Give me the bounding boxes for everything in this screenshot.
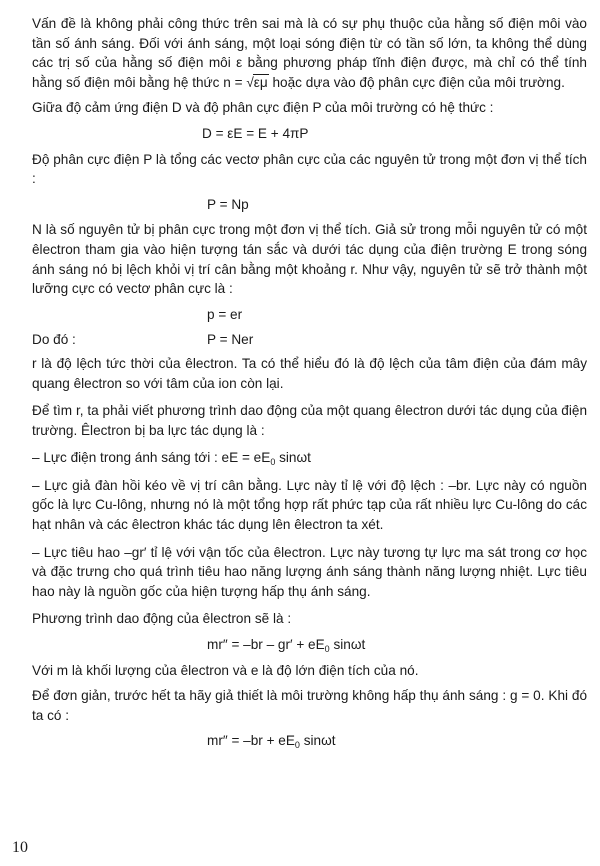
formula-p-er: p = er	[207, 306, 243, 322]
paragraph-mass-charge: Với m là khối lượng của êlectron và e là độ lớn điện tích của nó.	[32, 662, 419, 678]
paragraph-find-r: Để tìm r, ta phải viết phương trình dao động của một quang êlectron dưới tác dụng của điện trường. Êlectron bị ba lực tác dụng là :	[32, 403, 587, 438]
paragraph-dielectric-frequency: Vấn đề là không phải công thức trên sai mà là có sự phụ thuộc của hằng số điện môi vào tần số ánh sáng. Đối với ánh sáng, một loại sóng điện từ có tần số lớn, ta không thể dùng các trị số của hằng số điện môi ε bằng phương pháp tĩnh điện được, mà chỉ có thể tính hằng số điện môi bằng hệ thức n = √εμ hoặc dựa vào độ phân cực điện của môi trường.	[32, 14, 587, 92]
formula-motion-damped: $mr'' = -br - gr' + eE_0$ sinωt	[207, 637, 366, 655]
formula-P-Ner: P = Ner	[207, 332, 254, 348]
formula-row-therefore	[32, 330, 587, 350]
paragraph-polarization-definition: Độ phân cực điện P là tổng các vectơ phân cực của các nguyên tử trong một đơn vị thể tích :	[32, 151, 587, 187]
therefore-label: Do đó :	[32, 332, 76, 348]
paragraph-dipole: N là số nguyên tử bị phân cực trong một đơn vị thể tích. Giả sử trong mỗi nguyên tử có một êlectron tham gia vào hiện tượng tán sắc và dưới tác dụng của điện trường E trong sóng ánh sáng nó bị lệch khỏi vị trí cân bằng một khoảng r. Như vậy, nguyên tử sẽ trở thành một lưỡng cực có vectơ phân cực là :	[32, 222, 587, 297]
list-item-damping-force: – Lực tiêu hao –gr′ tỉ lệ với vận tốc của êlectron. Lực này tương tự lực ma sát trong cơ học và đặc trưng cho quá trình tiêu hao năng lượng ánh sáng thành năng lượng nhiệt. Lực tiêu hao này là nguồn gốc của hiện tượng hấp thụ ánh sáng.	[32, 544, 587, 599]
sqrt-symbol: √εμ	[246, 74, 268, 90]
formula-P-Np: P = Np	[207, 196, 249, 212]
formula-D: D = εE = E + 4πP	[202, 125, 309, 141]
paragraph-text: Vấn đề là không phải công thức trên sai mà là có sự phụ thuộc của hằng số điện môi vào tần số ánh sáng. Đối với ánh sáng, một loại sóng điện từ có tần số lớn, ta không thể dùng các trị số của hằng số điện môi ε bằng phương pháp tĩnh điện được, mà chỉ có thể tính hằng số điện môi bằng hệ thức	[32, 16, 587, 90]
paragraph-equation-intro: Phương trình dao động của êlectron sẽ là :	[32, 611, 292, 627]
paragraph-no-absorption: Để đơn giản, trước hết ta hãy giả thiết là môi trường không hấp thụ ánh sáng : g = 0. Khi đó ta có :	[32, 688, 587, 723]
formula-motion-undamped: $mr'' = -br + eE_0$ sinωt	[207, 733, 336, 751]
formula-n-sqrt: n = √εμ	[223, 75, 268, 90]
list-item-elastic-force: – Lực giả đàn hồi kéo về vị trí cân bằng. Lực này tỉ lệ với độ lệch : –br. Lực này có nguồn gốc là lực Cu-lông, nhưng nó là một tổng hợp rất phức tạp của rất nhiều lực Cu-lông do các hạt nhân và các êlectron khác tác dụng lên êlectron ta xét.	[32, 477, 587, 533]
paragraph-displacement: r là độ lệch tức thời của êlectron. Ta có thể hiểu đó là độ lệch của tâm điện của đám mây quang êlectron so với tâm của ion còn lại.	[32, 355, 587, 391]
paragraph-relation-D-P: Giữa độ cảm ứng điện D và độ phân cực điện P của môi trường có hệ thức :	[32, 100, 494, 116]
page-body	[32, 14, 587, 757]
list-item-electric-force: – Lực điện trong ánh sáng tới : eE = $eE_0$ sinωt	[32, 450, 311, 468]
page-number: 10	[12, 839, 28, 856]
